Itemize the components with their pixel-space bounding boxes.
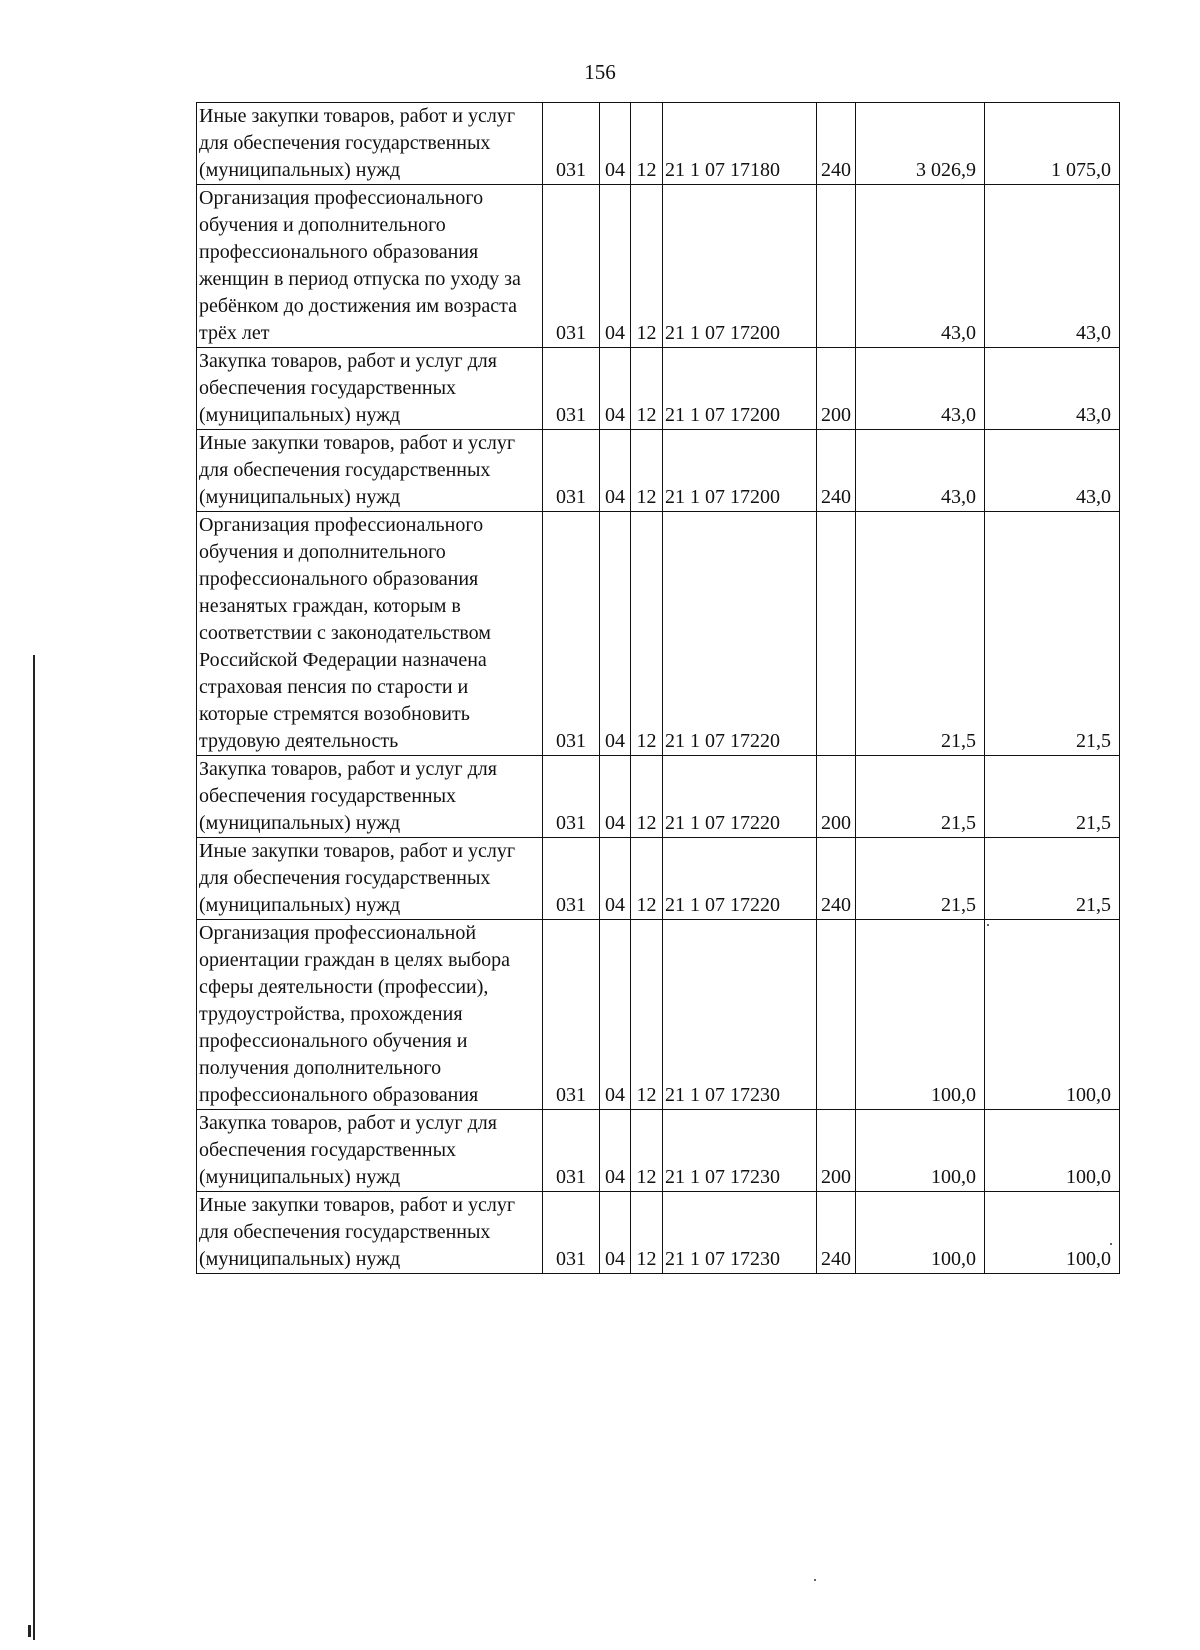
amount-second-year: 21,5 xyxy=(985,512,1120,756)
subsection-code: 12 xyxy=(631,185,663,348)
table-row xyxy=(197,1192,1120,1274)
section-code: 04 xyxy=(600,430,631,512)
amount-second-year: 1 075,0 xyxy=(985,103,1120,185)
amount-second-year: 43,0 xyxy=(985,348,1120,430)
expense-type-code: 200 xyxy=(817,756,856,838)
program-code: 21 1 07 17220 xyxy=(663,756,817,838)
program-code: 21 1 07 17230 xyxy=(663,1192,817,1274)
subsection-code: 12 xyxy=(631,756,663,838)
ministry-code: 031 xyxy=(543,1110,600,1192)
expense-type-code: 240 xyxy=(817,838,856,920)
table-row xyxy=(197,838,1120,920)
expense-type-code: 240 xyxy=(817,103,856,185)
program-code: 21 1 07 17200 xyxy=(663,348,817,430)
row-name: Закупка товаров, работ и услуг для обеспечения государственных (муниципальных) нужд xyxy=(197,756,543,838)
budget-table xyxy=(196,102,1120,1274)
amount-second-year: 43,0 xyxy=(985,185,1120,348)
row-name: Иные закупки товаров, работ и услуг для обеспечения государственных (муниципальных) нужд xyxy=(197,430,543,512)
expense-type-code: 240 xyxy=(817,430,856,512)
amount-first-year: 21,5 xyxy=(856,512,985,756)
table-row xyxy=(197,185,1120,348)
table-row xyxy=(197,103,1120,185)
section-code: 04 xyxy=(600,756,631,838)
program-code: 21 1 07 17200 xyxy=(663,430,817,512)
table-row xyxy=(197,430,1120,512)
amount-second-year: 100,0 xyxy=(985,1192,1120,1274)
amount-second-year: 21,5 xyxy=(985,756,1120,838)
section-code: 04 xyxy=(600,103,631,185)
expense-type-code: 200 xyxy=(817,1110,856,1192)
table-row xyxy=(197,920,1120,1110)
subsection-code: 12 xyxy=(631,838,663,920)
section-code: 04 xyxy=(600,920,631,1110)
ministry-code: 031 xyxy=(543,430,600,512)
subsection-code: 12 xyxy=(631,1110,663,1192)
program-code: 21 1 07 17230 xyxy=(663,920,817,1110)
ministry-code: 031 xyxy=(543,838,600,920)
program-code: 21 1 07 17230 xyxy=(663,1110,817,1192)
program-code: 21 1 07 17220 xyxy=(663,512,817,756)
subsection-code: 12 xyxy=(631,348,663,430)
scan-speck xyxy=(814,1579,816,1581)
row-name: Иные закупки товаров, работ и услуг для обеспечения государственных (муниципальных) нужд xyxy=(197,838,543,920)
amount-second-year: 100,0 xyxy=(985,920,1120,1110)
ministry-code: 031 xyxy=(543,1192,600,1274)
subsection-code: 12 xyxy=(631,1192,663,1274)
expense-type-code: 200 xyxy=(817,348,856,430)
section-code: 04 xyxy=(600,838,631,920)
section-code: 04 xyxy=(600,185,631,348)
amount-first-year: 43,0 xyxy=(856,348,985,430)
amount-first-year: 21,5 xyxy=(856,838,985,920)
section-code: 04 xyxy=(600,348,631,430)
row-name: Закупка товаров, работ и услуг для обеспечения государственных (муниципальных) нужд xyxy=(197,348,543,430)
row-name: Иные закупки товаров, работ и услуг для обеспечения государственных (муниципальных) нужд xyxy=(197,103,543,185)
expense-type-code xyxy=(817,920,856,1110)
table-row xyxy=(197,756,1120,838)
expense-type-code xyxy=(817,185,856,348)
program-code: 21 1 07 17200 xyxy=(663,185,817,348)
row-name: Иные закупки товаров, работ и услуг для обеспечения государственных (муниципальных) нужд xyxy=(197,1192,543,1274)
amount-first-year: 100,0 xyxy=(856,1192,985,1274)
ministry-code: 031 xyxy=(543,512,600,756)
amount-first-year: 43,0 xyxy=(856,185,985,348)
row-name: Организация профессиональной ориентации граждан в целях выбора сферы деятельности (профессии), трудоустройства, прохождения профессионального обучения и получения дополнительного профессионального образования xyxy=(197,920,543,1110)
amount-first-year: 21,5 xyxy=(856,756,985,838)
amount-first-year: 3 026,9 xyxy=(856,103,985,185)
row-name: Закупка товаров, работ и услуг для обеспечения государственных (муниципальных) нужд xyxy=(197,1110,543,1192)
ministry-code: 031 xyxy=(543,756,600,838)
ministry-code: 031 xyxy=(543,920,600,1110)
ministry-code: 031 xyxy=(543,185,600,348)
ministry-code: 031 xyxy=(543,348,600,430)
table-row xyxy=(197,1110,1120,1192)
section-code: 04 xyxy=(600,512,631,756)
expense-type-code: 240 xyxy=(817,1192,856,1274)
binding-edge-line xyxy=(33,655,35,1640)
table-row xyxy=(197,348,1120,430)
amount-second-year: 100,0 xyxy=(985,1110,1120,1192)
ministry-code: 031 xyxy=(543,103,600,185)
amount-first-year: 43,0 xyxy=(856,430,985,512)
table-row xyxy=(197,512,1120,756)
section-code: 04 xyxy=(600,1110,631,1192)
subsection-code: 12 xyxy=(631,920,663,1110)
table-body xyxy=(197,103,1120,1274)
binding-edge-mark xyxy=(28,1625,31,1637)
expense-type-code xyxy=(817,512,856,756)
program-code: 21 1 07 17180 xyxy=(663,103,817,185)
amount-second-year: 43,0 xyxy=(985,430,1120,512)
amount-second-year: 21,5 xyxy=(985,838,1120,920)
row-name: Организация профессионального обучения и дополнительного профессионального образования женщин в период отпуска по уходу за ребёнком до достижения им возраста трёх лет xyxy=(197,185,543,348)
amount-first-year: 100,0 xyxy=(856,1110,985,1192)
subsection-code: 12 xyxy=(631,103,663,185)
amount-first-year: 100,0 xyxy=(856,920,985,1110)
subsection-code: 12 xyxy=(631,512,663,756)
row-name: Организация профессионального обучения и дополнительного профессионального образования незанятых граждан, которым в соответствии с законодательством Российской Федерации назначена страховая пенсия по старости и которые стремятся возобновить трудовую деятельность xyxy=(197,512,543,756)
page-number: 156 xyxy=(584,60,616,84)
program-code: 21 1 07 17220 xyxy=(663,838,817,920)
subsection-code: 12 xyxy=(631,430,663,512)
section-code: 04 xyxy=(600,1192,631,1274)
